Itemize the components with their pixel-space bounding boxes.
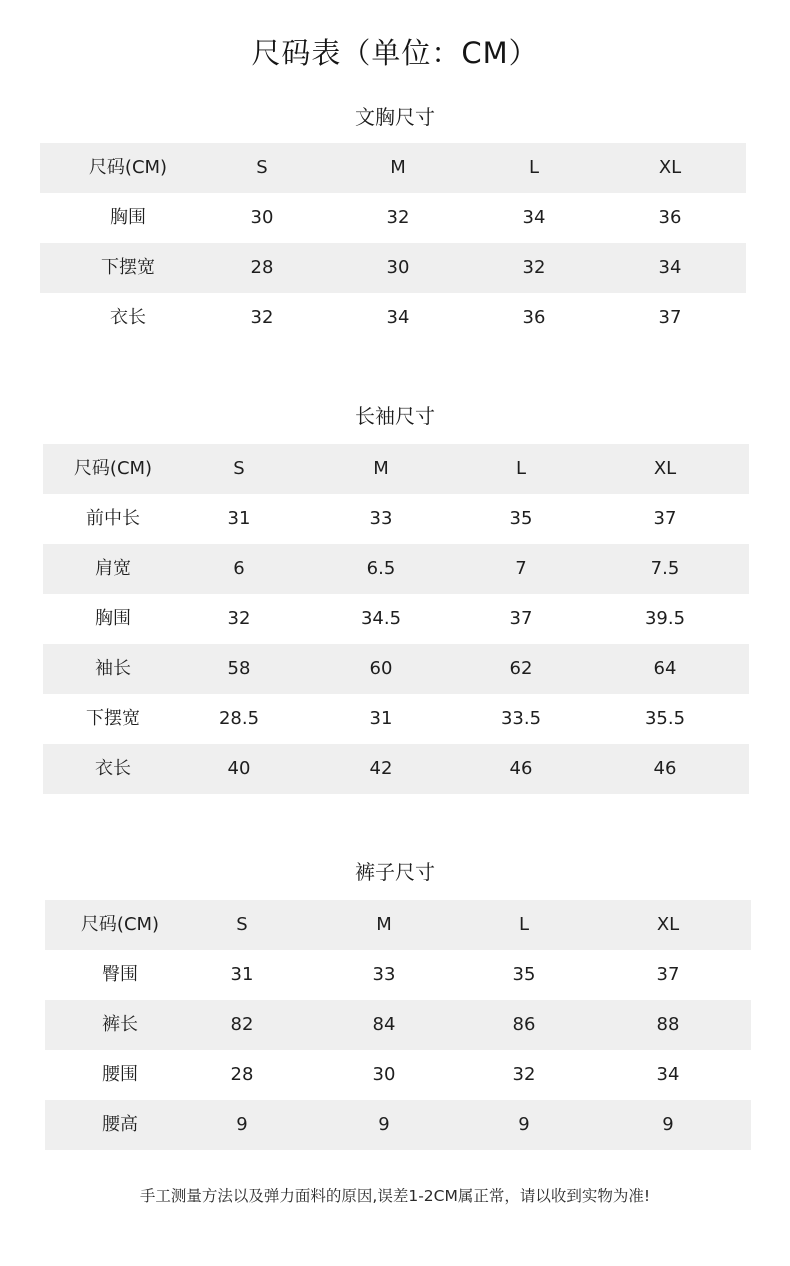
header-cell-size: 尺码(CM) (73, 458, 153, 479)
header-cell-m: M (373, 458, 389, 479)
page-title: 尺码表（单位：CM） (251, 36, 539, 70)
header-cell-s: S (236, 914, 248, 935)
header-cell-xl: XL (653, 458, 677, 479)
value-s: 31 (227, 508, 251, 529)
value-xl: 7.5 (650, 558, 680, 579)
table-header-row (43, 444, 749, 494)
header-cell-m: M (376, 914, 392, 935)
value-m: 9 (378, 1114, 390, 1135)
value-m: 34 (386, 307, 410, 328)
value-xl: 37 (656, 964, 680, 985)
table-row (43, 594, 749, 644)
row-label: 下摆宽 (86, 708, 140, 729)
header-cell-l: L (518, 914, 530, 935)
value-m: 34.5 (360, 608, 402, 629)
value-s: 30 (250, 207, 274, 228)
header-cell-xl: XL (656, 914, 680, 935)
value-xl: 64 (653, 658, 677, 679)
value-xl: 39.5 (644, 608, 686, 629)
section-title-bra: 文胸尺寸 (355, 105, 435, 129)
value-m: 30 (372, 1064, 396, 1085)
value-l: 34 (522, 207, 546, 228)
value-l: 46 (509, 758, 533, 779)
bra-size-table (40, 143, 746, 343)
table-row (45, 950, 751, 1000)
long-sleeve-size-table (43, 444, 749, 794)
table-row (43, 644, 749, 694)
row-label: 肩宽 (95, 558, 131, 579)
value-m: 84 (372, 1014, 396, 1035)
row-label: 臀围 (102, 964, 138, 985)
value-s: 28 (230, 1064, 254, 1085)
header-cell-l: L (515, 458, 527, 479)
row-label: 前中长 (86, 508, 140, 529)
row-label: 袖长 (95, 658, 131, 679)
table-row (45, 1050, 751, 1100)
value-l: 35 (509, 508, 533, 529)
value-l: 37 (509, 608, 533, 629)
row-label: 腰围 (102, 1064, 138, 1085)
table-row (45, 1100, 751, 1150)
value-m: 33 (372, 964, 396, 985)
header-cell-m: M (390, 157, 406, 178)
pants-size-table (45, 900, 751, 1150)
value-xl: 37 (653, 508, 677, 529)
header-cell-l: L (528, 157, 540, 178)
table-row (40, 293, 746, 343)
value-m: 31 (369, 708, 393, 729)
value-s: 6 (233, 558, 245, 579)
value-s: 28 (250, 257, 274, 278)
value-xl: 34 (656, 1064, 680, 1085)
value-l: 9 (518, 1114, 530, 1135)
measurement-disclaimer: 手工测量方法以及弹力面料的原因,误差1-2CM属正常，请以收到实物为准! (139, 1187, 651, 1205)
row-label: 腰高 (102, 1114, 138, 1135)
value-m: 32 (386, 207, 410, 228)
value-l: 32 (522, 257, 546, 278)
value-xl: 36 (658, 207, 682, 228)
value-m: 33 (369, 508, 393, 529)
header-cell-xl: XL (658, 157, 682, 178)
table-header-row (45, 900, 751, 950)
value-s: 82 (230, 1014, 254, 1035)
value-xl: 46 (653, 758, 677, 779)
value-s: 32 (227, 608, 251, 629)
row-label: 胸围 (95, 608, 131, 629)
table-header-row (40, 143, 746, 193)
value-l: 62 (509, 658, 533, 679)
value-s: 31 (230, 964, 254, 985)
row-label: 下摆宽 (101, 257, 155, 278)
value-s: 9 (236, 1114, 248, 1135)
table-row (45, 1000, 751, 1050)
value-l: 35 (512, 964, 536, 985)
value-l: 7 (515, 558, 527, 579)
table-row (40, 193, 746, 243)
value-xl: 9 (662, 1114, 674, 1135)
table-row (43, 744, 749, 794)
value-xl: 34 (658, 257, 682, 278)
value-s: 58 (227, 658, 251, 679)
section-title-long-sleeve: 长袖尺寸 (355, 404, 435, 428)
row-label: 衣长 (95, 758, 131, 779)
value-l: 33.5 (500, 708, 542, 729)
value-m: 60 (369, 658, 393, 679)
header-cell-size: 尺码(CM) (88, 157, 168, 178)
value-l: 32 (512, 1064, 536, 1085)
section-title-pants: 裤子尺寸 (355, 860, 435, 884)
table-row (43, 694, 749, 744)
value-s: 32 (250, 307, 274, 328)
header-cell-s: S (233, 458, 245, 479)
header-cell-size: 尺码(CM) (80, 914, 160, 935)
value-s: 28.5 (218, 708, 260, 729)
row-label: 裤长 (102, 1014, 138, 1035)
value-xl: 35.5 (644, 708, 686, 729)
value-l: 86 (512, 1014, 536, 1035)
value-m: 6.5 (366, 558, 396, 579)
table-row (43, 494, 749, 544)
value-l: 36 (522, 307, 546, 328)
table-row (43, 544, 749, 594)
value-s: 40 (227, 758, 251, 779)
value-xl: 88 (656, 1014, 680, 1035)
value-xl: 37 (658, 307, 682, 328)
header-cell-s: S (256, 157, 268, 178)
value-m: 30 (386, 257, 410, 278)
value-m: 42 (369, 758, 393, 779)
row-label: 衣长 (110, 307, 146, 328)
row-label: 胸围 (110, 207, 146, 228)
table-row (40, 243, 746, 293)
